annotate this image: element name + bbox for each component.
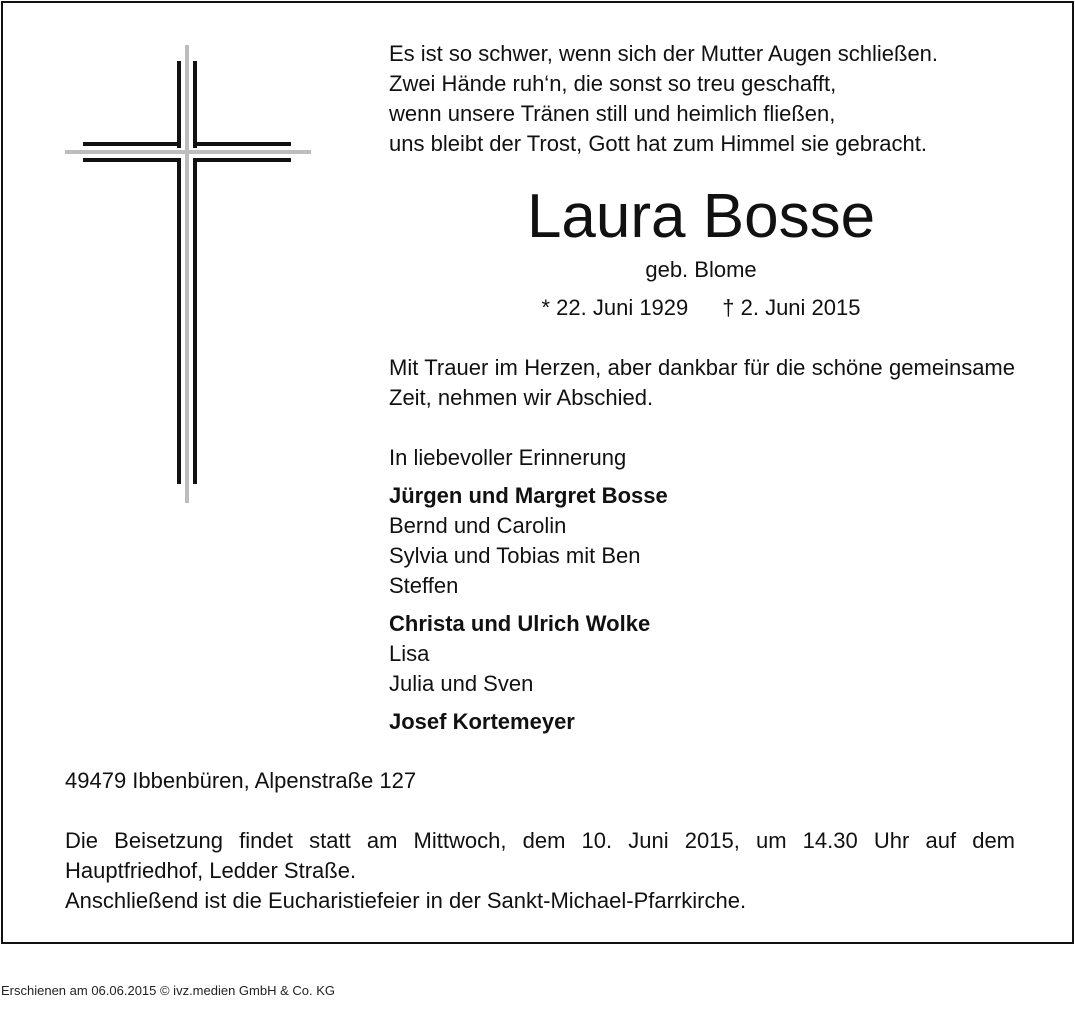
mourners-list [389, 443, 668, 737]
funeral-line: Anschließend ist die Eucharistiefeier in der Sankt-Michael-Pfarrkirche. [65, 888, 747, 913]
farewell-text: Mit Trauer im Herzen, aber dankbar für die schöne gemeinsame Zeit, nehmen wir Abschied. [389, 355, 1015, 410]
publication-footer: Erschienen am 06.06.2015 © ivz.medien GmbH & Co. KG [1, 983, 336, 998]
mourner-member: Sylvia und Tobias mit Ben [389, 543, 641, 568]
death-date: † 2. Juni 2015 [722, 295, 861, 320]
mourner-member: Lisa [389, 641, 430, 666]
mourner-member: Julia und Sven [389, 671, 534, 696]
poem-line: wenn unsere Tränen still und heimlich fließen, [389, 101, 836, 126]
poem-line: Es ist so schwer, wenn sich der Mutter Augen schließen. [389, 41, 939, 66]
mourner-group-head: Josef Kortemeyer [389, 709, 575, 734]
address: 49479 Ibbenbüren, Alpenstraße 127 [65, 768, 417, 793]
mourner-member: Bernd und Carolin [389, 513, 567, 538]
mourner-group-head: Jürgen und Margret Bosse [389, 483, 668, 508]
mourner-member: Steffen [389, 573, 459, 598]
poem-line: Zwei Hände ruh‘n, die sonst so treu geschafft, [389, 71, 837, 96]
obituary-frame [1, 1, 1074, 944]
mourners-intro: In liebevoller Erinnerung [389, 445, 627, 470]
birth-date: * 22. Juni 1929 [541, 295, 689, 320]
deceased-name: Laura Bosse [526, 182, 876, 251]
poem [389, 39, 938, 159]
funeral-line: Die Beisetzung findet statt am Mittwoch, dem 10. Juni 2015, um 14.30 Uhr auf dem Hauptfriedhof, Ledder Straße. [65, 828, 1015, 883]
funeral-info [65, 826, 1015, 916]
life-dates [389, 293, 1013, 323]
mourner-group-head: Christa und Ulrich Wolke [389, 611, 651, 636]
cross-icon [65, 45, 311, 503]
maiden-name: geb. Blome [645, 257, 757, 282]
poem-line: uns bleibt der Trost, Gott hat zum Himmel sie gebracht. [389, 131, 928, 156]
